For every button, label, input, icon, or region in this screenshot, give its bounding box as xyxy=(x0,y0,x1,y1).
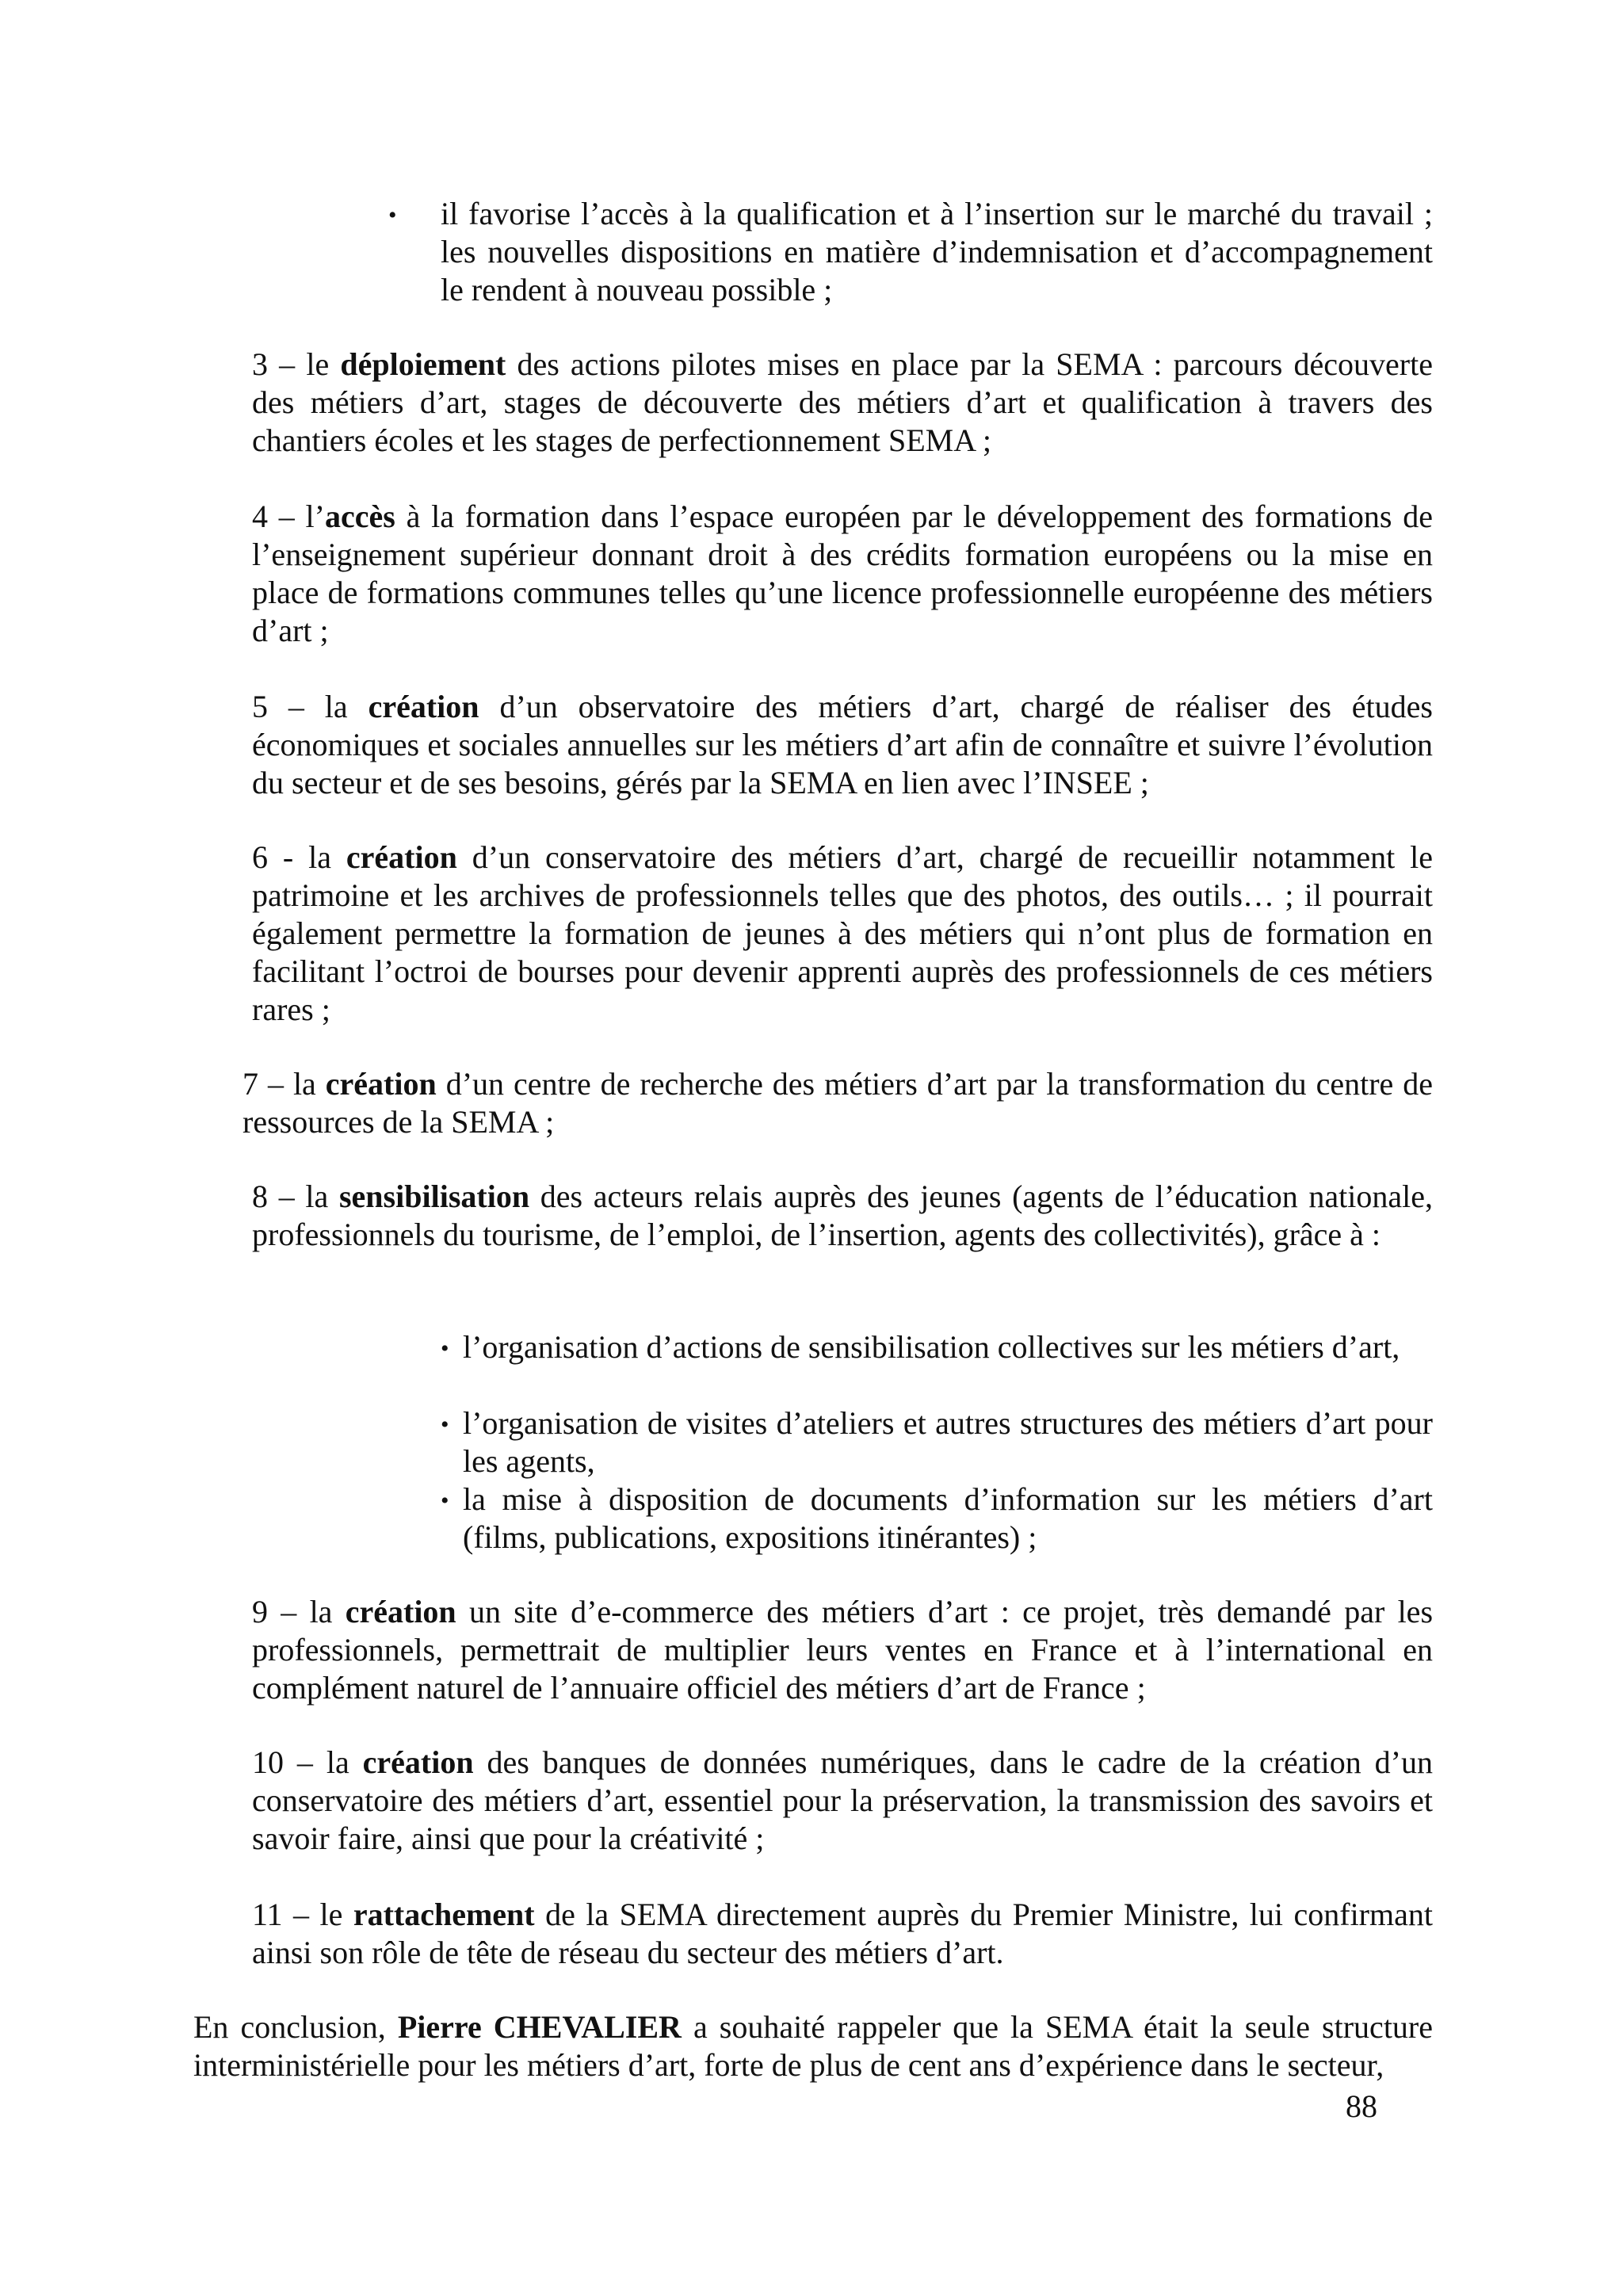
list-item-11 xyxy=(252,1896,1433,1972)
person-name: Pierre CHEVALIER xyxy=(397,2009,682,2045)
item-prefix: 7 – la xyxy=(242,1066,326,1102)
item-keyword: création xyxy=(325,1066,437,1102)
bullet-marker: • xyxy=(441,1412,449,1438)
conclusion-prefix: En conclusion, xyxy=(193,2009,398,2045)
bullet-marker: • xyxy=(441,1488,449,1514)
item-text: des banques de données numériques, dans le cadre de la création d’un conservatoire des métiers d’art, essentiel pour la préservation, la transmission des savoirs et savoir faire, ainsi que pour la créativité ; xyxy=(252,1744,1433,1856)
conclusion-paragraph xyxy=(193,2008,1433,2084)
item-text: d’un observatoire des métiers d’art, chargé de réaliser des études économiques et sociales annuelles sur les métiers d’art afin de connaître et suivre l’évolution du secteur et de ses besoins, gérés par la SEMA en lien avec l’INSEE ; xyxy=(252,689,1433,800)
item-keyword: accès xyxy=(324,499,395,534)
page-number: 88 xyxy=(1346,2088,1377,2124)
item-keyword: création xyxy=(345,1594,456,1629)
item-keyword: sensibilisation xyxy=(338,1179,530,1214)
item-prefix: 10 – la xyxy=(252,1744,363,1780)
item-text: des acteurs relais auprès des jeunes (agents de l’éducation nationale, professionnels du tourisme, de l’emploi, de l’insertion, agents des collectivités), grâce à : xyxy=(252,1179,1433,1252)
conclusion-text: a souhaité rappeler que la SEMA était la seule structure interministérielle pour les métiers d’art, forte de plus de cent ans d’expérience dans le secteur, xyxy=(193,2009,1434,2083)
sub-bullet-2: l’organisation de visites d’ateliers et autres structures des métiers d’art pour les agents, xyxy=(463,1405,1433,1479)
list-item-4 xyxy=(252,498,1433,650)
item-keyword: création xyxy=(346,839,457,875)
item-text: à la formation dans l’espace européen par le développement des formations de l’enseignement supérieur donnant droit à des crédits formation européens ou la mise en place de formations communes telles qu’une licence professionnelle européenne des métiers d’art ; xyxy=(252,499,1433,648)
item-prefix: 8 – la xyxy=(252,1179,339,1214)
item-keyword: déploiement xyxy=(340,346,506,382)
item-keyword: création xyxy=(362,1744,474,1780)
item-prefix: 5 – la xyxy=(252,689,369,724)
top-bullet-text: il favorise l’accès à la qualification et à l’insertion sur le marché du travail ; les nouvelles dispositions en matière d’indemnisation et d’accompagnement le rendent à nouveau possible ; xyxy=(441,196,1433,308)
list-item-7 xyxy=(242,1065,1433,1141)
list-item-10 xyxy=(252,1744,1433,1858)
list-item-8 xyxy=(252,1178,1433,1254)
item-prefix: 3 – le xyxy=(252,346,341,382)
list-item-5 xyxy=(252,688,1433,802)
item-prefix: 11 – le xyxy=(252,1897,353,1932)
list-item-6 xyxy=(252,839,1433,1029)
item-keyword: rattachement xyxy=(353,1897,535,1932)
bullet-marker: • xyxy=(441,1335,449,1362)
item-prefix: 6 - la xyxy=(252,839,346,875)
item-keyword: création xyxy=(368,689,479,724)
list-item-3 xyxy=(252,346,1433,460)
item-text: de la SEMA directement auprès du Premier Ministre, lui confirmant ainsi son rôle de tête de réseau du secteur des métiers d’art. xyxy=(252,1897,1433,1970)
list-item-9 xyxy=(252,1593,1433,1707)
sub-bullet-3: la mise à disposition de documents d’information sur les métiers d’art (films, publications, expositions itinérantes) ; xyxy=(463,1481,1433,1555)
item-prefix: 4 – l’ xyxy=(252,499,325,534)
bullet-marker: • xyxy=(388,202,397,228)
item-text: un site d’e-commerce des métiers d’art : ce projet, très demandé par les professionnels, permettrait de multiplier leurs ventes en France et à l’international en complément naturel de l’annuaire officiel des métiers d’art de France ; xyxy=(252,1594,1434,1706)
item-text: d’un conservatoire des métiers d’art, chargé de recueillir notamment le patrimoine et les archives de professionnels telles que des photos, des outils… ; il pourrait également permettre la formation de jeunes à des métiers qui n’ont plus de formation en facilitant l’octroi de bourses pour devenir apprenti auprès des professionnels de ces métiers rares ; xyxy=(252,839,1434,1027)
item-text: d’un centre de recherche des métiers d’art par la transformation du centre de ressources de la SEMA ; xyxy=(242,1066,1434,1140)
item-text: des actions pilotes mises en place par la SEMA : parcours découverte des métiers d’art, stages de découverte des métiers d’art et qualification à travers des chantiers écoles et les stages de perfectionnement SEMA ; xyxy=(252,346,1433,458)
item-prefix: 9 – la xyxy=(252,1594,346,1629)
sub-bullet-1: l’organisation d’actions de sensibilisation collectives sur les métiers d’art, xyxy=(463,1329,1400,1365)
